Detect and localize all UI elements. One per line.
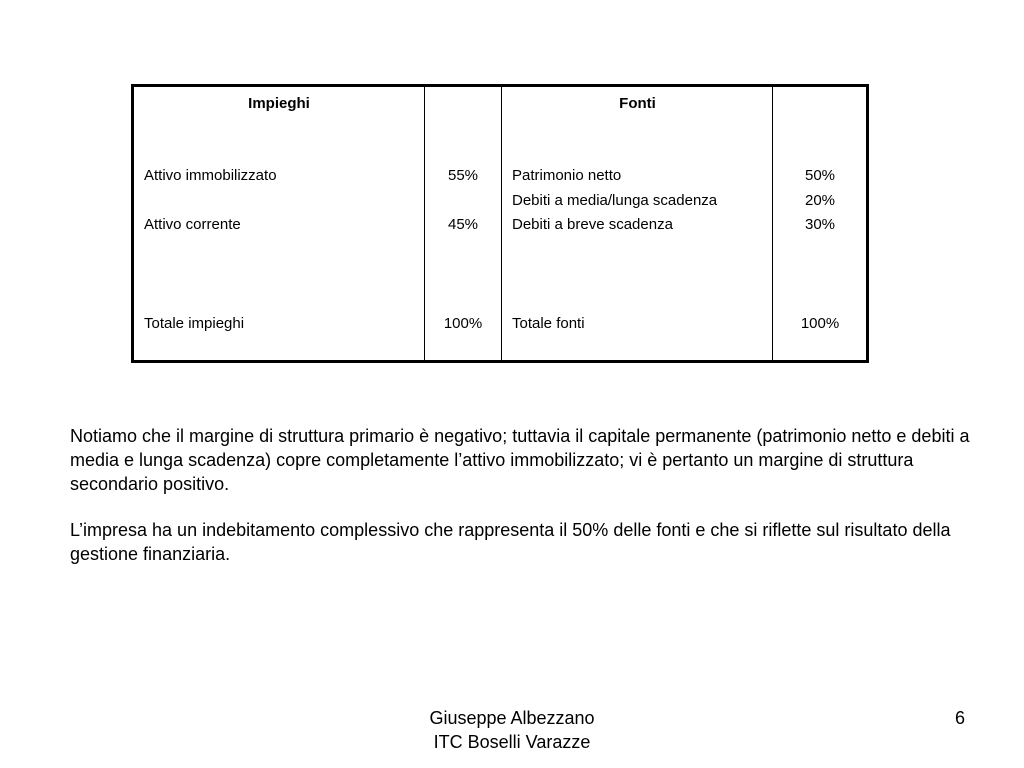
row-totale-impieghi: Totale impieghi (144, 315, 245, 332)
footer-school: ITC Boselli Varazze (433, 732, 591, 752)
row-attivo-immobilizzato: Attivo immobilizzato (144, 167, 277, 184)
balance-sheet-table (131, 84, 869, 363)
value-attivo-corrente: 45% (447, 216, 479, 233)
value-debiti-media-lunga: 20% (804, 192, 836, 209)
footer-credits (362, 706, 662, 754)
value-patrimonio-netto: 50% (804, 167, 836, 184)
row-attivo-corrente: Attivo corrente (144, 216, 241, 233)
footer-author: Giuseppe Albezzano (429, 708, 595, 728)
column-fonti-percent (772, 87, 867, 360)
value-totale-fonti: 100% (800, 315, 840, 332)
paragraph-analysis: Notiamo che il margine di struttura primario è negativo; tuttavia il capitale permanente (patrimonio netto e debiti a media e lunga scadenza) copre completamente l’attivo immobilizzato; vi è pertanto un margine di struttura secondario positivo. (70, 426, 970, 494)
row-debiti-breve: Debiti a breve scadenza (512, 216, 673, 233)
value-debiti-breve: 30% (804, 216, 836, 233)
column-impieghi (134, 87, 424, 360)
column-fonti (501, 87, 773, 360)
value-totale-impieghi: 100% (443, 315, 483, 332)
row-totale-fonti: Totale fonti (512, 315, 585, 332)
row-patrimonio-netto: Patrimonio netto (512, 167, 622, 184)
paragraph-indebitamento: L’impresa ha un indebitamento complessivo che rappresenta il 50% delle fonti e che si riflette sul risultato della gestione finanziaria. (70, 520, 951, 564)
row-debiti-media-lunga: Debiti a media/lunga scadenza (512, 192, 718, 209)
header-fonti: Fonti (619, 95, 656, 112)
page-number: 6 (954, 708, 965, 728)
value-attivo-immobilizzato: 55% (447, 167, 479, 184)
header-impieghi: Impieghi (248, 95, 310, 112)
column-impieghi-percent (424, 87, 501, 360)
